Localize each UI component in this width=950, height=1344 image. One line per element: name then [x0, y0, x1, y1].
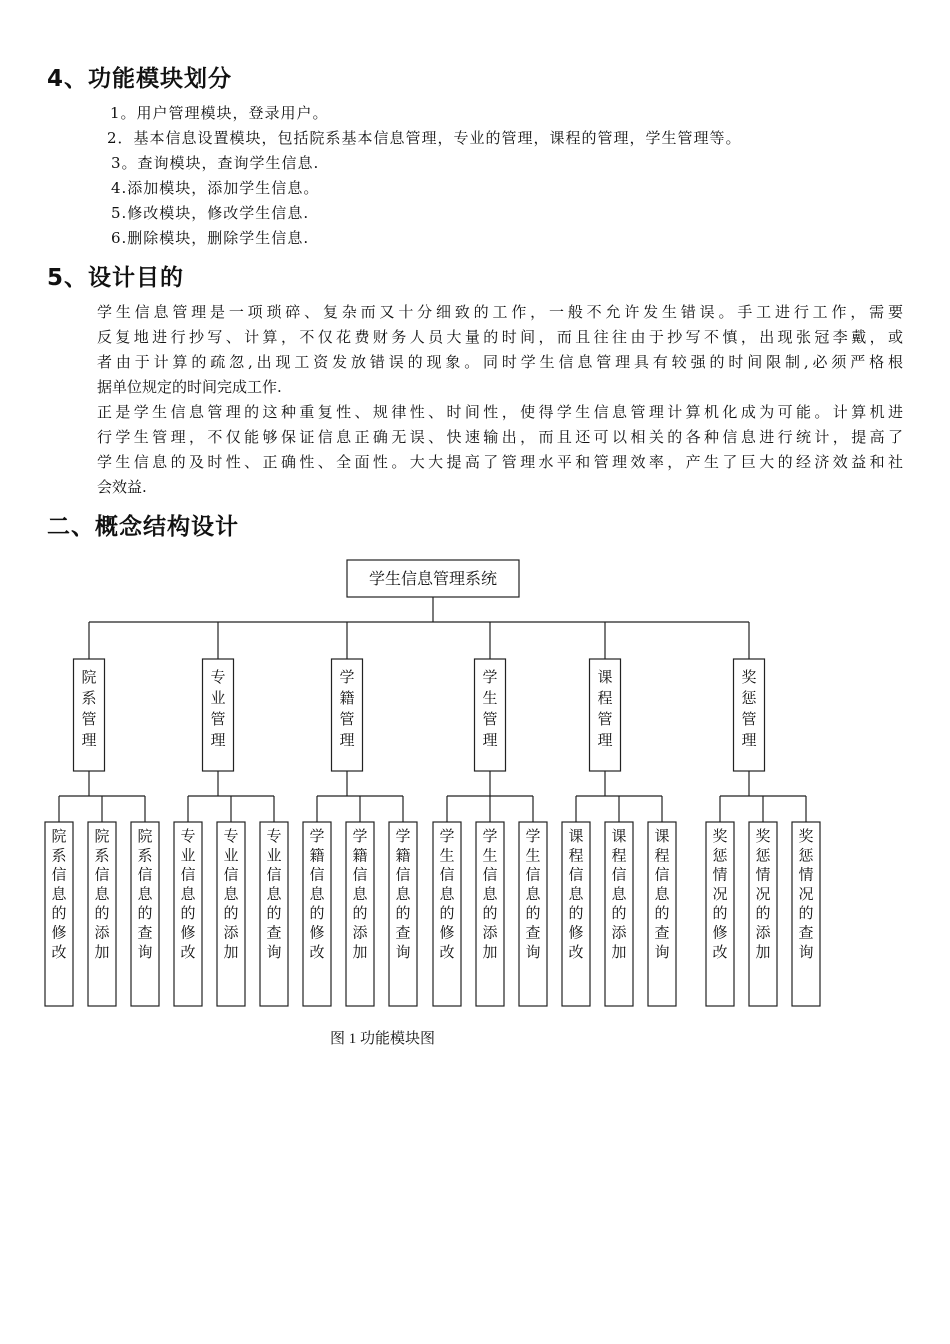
- leaf-label: 专业信息的修改: [180, 829, 196, 961]
- leaf-label: 学生信息的查询: [525, 829, 541, 961]
- leaf-label: 学生信息的添加: [482, 829, 498, 961]
- list-item: 4.添加模块，添加学生信息。: [111, 179, 320, 197]
- paragraph-line: 正是学生信息管理的这种重复性、规律性、时间性，使得学生信息管理计算机化成为可能。计算机进: [97, 403, 903, 421]
- module-label: 奖惩管理: [741, 670, 757, 749]
- leaf-label: 院系信息的查询: [137, 829, 153, 961]
- leaf-label: 专业信息的查询: [266, 829, 282, 961]
- root-label: 学生信息管理系统: [368, 571, 498, 588]
- leaf-label: 学籍信息的修改: [309, 829, 325, 961]
- module-diagram: [0, 545, 950, 1015]
- module-label: 课程管理: [597, 670, 613, 749]
- leaf-label: 院系信息的添加: [94, 829, 110, 961]
- leaf-label: 奖惩情况的查询: [798, 829, 814, 961]
- module-label: 学籍管理: [339, 670, 355, 749]
- paragraph-line: 行学生管理，不仅能够保证信息正确无误、快速输出，而且还可以相关的各种信息进行统计，提高了: [97, 428, 903, 446]
- module-label: 专业管理: [210, 670, 226, 749]
- leaf-label: 奖惩情况的添加: [755, 829, 771, 961]
- leaf-label: 学籍信息的添加: [352, 829, 368, 961]
- list-item: 6.删除模块，删除学生信息.: [111, 229, 310, 247]
- leaf-label: 专业信息的添加: [223, 829, 239, 961]
- paragraph-line: 学生信息管理是一项琐碎、复杂而又十分细致的工作，一般不允许发生错误。手工进行工作，需要: [97, 303, 903, 321]
- leaf-label: 奖惩情况的修改: [712, 829, 728, 961]
- section-2-title: 二、概念结构设计: [47, 514, 239, 540]
- leaf-label: 院系信息的修改: [51, 829, 67, 961]
- leaf-label: 课程信息的查询: [654, 829, 670, 961]
- paragraph-line: 反复地进行抄写、计算，不仅花费财务人员大量的时间，而且往往由于抄写不慎，出现张冠李戴，或: [97, 328, 903, 346]
- paragraph-line: 据单位规定的时间完成工作.: [97, 378, 282, 396]
- leaf-label: 学籍信息的查询: [395, 829, 411, 961]
- module-label: 院系管理: [81, 670, 97, 749]
- figure-caption: 图 1 功能模块图: [330, 1031, 436, 1047]
- leaf-label: 课程信息的添加: [611, 829, 627, 961]
- paragraph-line: 会效益.: [97, 478, 147, 496]
- list-item: 3。查询模块，查询学生信息.: [111, 154, 320, 172]
- section-4-title: 4、功能模块划分: [47, 66, 233, 92]
- list-item: 1。用户管理模块，登录用户。: [110, 104, 329, 122]
- paragraph-line: 学生信息的及时性、正确性、全面性。大大提高了管理水平和管理效率，产生了巨大的经济效益和社: [97, 453, 903, 471]
- module-label: 学生管理: [482, 670, 498, 749]
- leaf-label: 学生信息的修改: [439, 829, 455, 961]
- list-item: 5.修改模块，修改学生信息.: [111, 204, 310, 222]
- list-item: 2．基本信息设置模块，包括院系基本信息管理，专业的管理，课程的管理，学生管理等。: [107, 129, 742, 147]
- paragraph-line: 者由于计算的疏忽,出现工资发放错误的现象。同时学生信息管理具有较强的时间限制,必须严格根: [97, 353, 903, 371]
- leaf-label: 课程信息的修改: [568, 829, 584, 961]
- section-5-title: 5、设计目的: [47, 265, 185, 291]
